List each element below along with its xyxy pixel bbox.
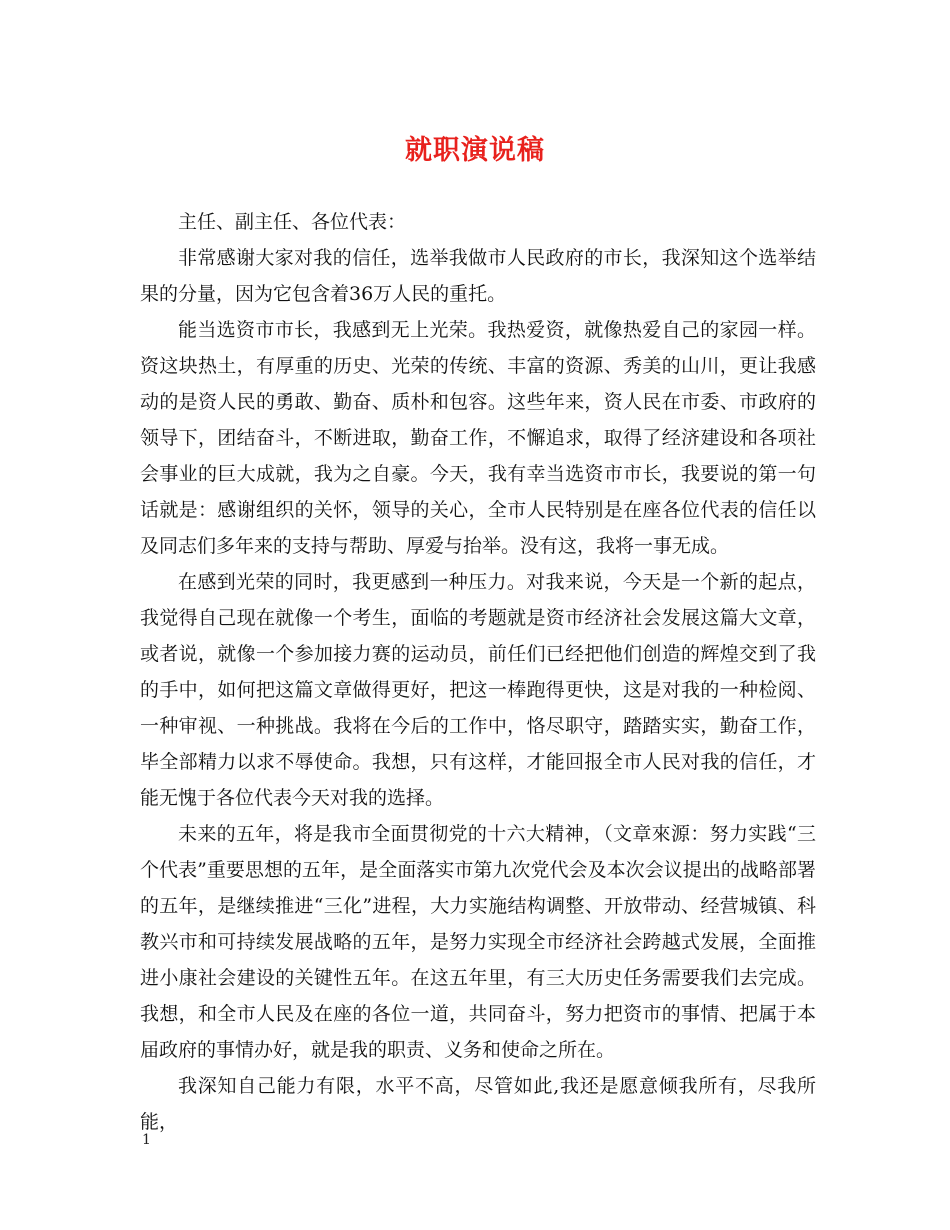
document-body <box>140 204 816 1140</box>
body-paragraph: 我深知自己能力有限，水平不高，尽管如此,我还是愿意倾我所有，尽我所能， <box>140 1075 816 1133</box>
salutation-paragraph: 主任、副主任、各位代表： <box>178 211 407 233</box>
body-paragraph: 在感到光荣的同时，我更感到一种压力。对我来说，今天是一个新的起点，我觉得自己现在就像一个考生，面临的考题就是资市经济社会发展这篇大文章，或者说，就像一个参加接力赛的运动员，前任们已经把他们创造的辉煌交到了我的手中，如何把这篇文章做得更好，把这一棒跑得更快，这是对我的一种检阅、一种审视、一种挑战。我将在今后的工作中，恪尽职守，踏踏实实，勤奋工作，毕全部精力以求不辱使命。我想，只有这样，才能回报全市人民对我的信任，才能无愧于各位代表今天对我的选择。 <box>140 571 816 809</box>
page-number: 1 <box>142 1132 151 1148</box>
document-title: 就职演说稿 <box>405 135 545 166</box>
body-paragraph: 非常感谢大家对我的信任，选举我做市人民政府的市长，我深知这个选举结果的分量，因为它包含着36万人民的重托。 <box>140 247 816 305</box>
body-paragraph: 未来的五年，将是我市全面贯彻党的十六大精神，（文章來源：努力实践“三个代表”重要思想的五年，是全面落实市第九次党代会及本次会议提出的战略部署的五年，是继续推进“三化”进程，大力实施结构调整、开放带动、经营城镇、科教兴市和可持续发展战略的五年，是努力实现全市经济社会跨越式发展，全面推进小康社会建设的关键性五年。在这五年里，有三大历史任务需要我们去完成。我想，和全市人民及在座的各位一道，共同奋斗，努力把资市的事情、把属于本届政府的事情办好，就是我的职责、义务和使命之所在。 <box>140 823 816 1061</box>
body-paragraph: 能当选资市市长，我感到无上光荣。我热爱资，就像热爱自己的家园一样。资这块热土，有厚重的历史、光荣的传统、丰富的资源、秀美的山川，更让我感动的是资人民的勇敢、勤奋、质朴和包容。这些年来，资人民在市委、市政府的领导下，团结奋斗，不断进取，勤奋工作，不懈追求，取得了经济建设和各项社会事业的巨大成就，我为之自豪。今天，我有幸当选资市市长，我要说的第一句话就是：感谢组织的关怀，领导的关心，全市人民特别是在座各位代表的信任以及同志们多年来的支持与帮助、厚爱与抬举。没有这，我将一事无成。 <box>140 319 816 557</box>
